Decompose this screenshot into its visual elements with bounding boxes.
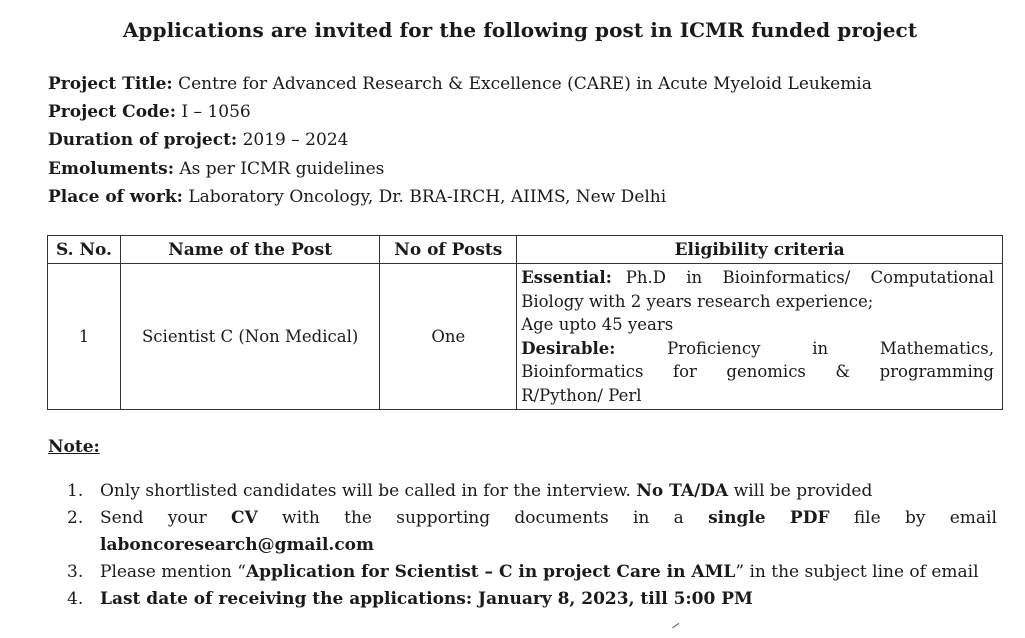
desirable-word-1: Proficiency [667, 338, 761, 358]
note-1-text-end: will be provided [733, 481, 873, 501]
note-number: 2. [67, 508, 84, 528]
essential-label: Essential: [521, 268, 612, 287]
notes-list [67, 478, 997, 613]
list-item [67, 478, 997, 505]
note-3-text: Please mention “ [100, 562, 246, 582]
emoluments-row [48, 155, 872, 183]
note-2-word: PDF [789, 508, 830, 528]
essential-text-1: Ph.D in Bioinformatics/ Computational [625, 268, 994, 287]
age-line: Age upto 45 years [521, 315, 674, 334]
essential-line-1 [521, 266, 994, 290]
note-2-word: your [167, 508, 207, 528]
list-item [67, 586, 997, 613]
project-duration-label: Duration of project: [48, 130, 238, 151]
header-post-count: No of Posts [380, 236, 517, 264]
header-post-name: Name of the Post [120, 236, 380, 264]
note-2-line-1 [100, 505, 997, 532]
note-2-word: single [708, 508, 766, 528]
note-2-word: documents [514, 508, 609, 528]
note-number: 4. [67, 589, 84, 609]
note-text [100, 478, 997, 505]
posts-table [47, 235, 1003, 410]
note-2-word: the [344, 508, 372, 528]
note-3-subject: Application for Scientist – C in project Care in AML [245, 562, 736, 582]
note-text [100, 559, 997, 586]
project-code-row [48, 98, 872, 126]
table-header-row [48, 236, 1003, 264]
desirable-word-2: in [812, 338, 829, 358]
place-of-work-row [48, 183, 872, 211]
note-2-word: in [632, 508, 650, 528]
emoluments-value: As per ICMR guidelines [179, 158, 385, 179]
essential-line-2: Biology with 2 years research experience; [521, 291, 874, 311]
header-eligibility: Eligibility criteria [517, 236, 1003, 264]
note-3-text-end: ” in the subject line of email [735, 562, 979, 582]
table-row [48, 264, 1003, 410]
project-title-value: Centre for Advanced Research & Excellence (CARE) in Acute Myeloid Leukemia [178, 74, 872, 94]
note-2-word: with [282, 508, 320, 528]
cell-sno: 1 [48, 264, 121, 410]
cell-post-name: Scientist C (Non Medical) [120, 264, 380, 410]
emoluments-label: Emoluments: [48, 158, 174, 179]
note-1-bold: No TA/DA [636, 481, 729, 501]
note-number: 1. [67, 481, 84, 501]
header-sno: S. No. [48, 236, 121, 264]
desirable-line-2: Bioinformatics for genomics & programming [521, 362, 994, 381]
note-heading: Note: [48, 437, 100, 457]
note-2-word: Send [100, 508, 144, 528]
project-duration-row [48, 126, 872, 154]
note-2-word: a [673, 508, 684, 528]
cell-eligibility [517, 264, 1003, 410]
note-4-deadline: Last date of receiving the applications: January 8, 2023, till 5:00 PM [100, 589, 753, 609]
note-2-word: email [949, 508, 997, 528]
project-details [48, 70, 872, 211]
cell-post-count: One [380, 264, 517, 410]
note-number: 3. [67, 562, 84, 582]
project-title-label: Project Title: [48, 74, 173, 94]
note-2-word: by [904, 508, 926, 528]
list-item [67, 559, 997, 586]
project-title-row [48, 70, 872, 98]
desirable-line-1 [521, 337, 994, 361]
place-of-work-label: Place of work: [48, 186, 183, 207]
list-item [67, 505, 997, 559]
note-text [100, 505, 997, 559]
desirable-label: Desirable: [521, 338, 616, 358]
project-duration-value: 2019 – 2024 [242, 130, 349, 151]
place-of-work-value: Laboratory Oncology, Dr. BRA-IRCH, AIIMS, New Delhi [188, 186, 667, 207]
note-2-word: file [853, 508, 881, 528]
project-code-label: Project Code: [48, 102, 177, 123]
note-2-word: CV [231, 508, 258, 528]
contact-email: laboncoresearch@gmail.com [100, 535, 374, 555]
note-1-text: Only shortlisted candidates will be called in for the interview. [100, 481, 631, 501]
project-code-value: I – 1056 [181, 102, 251, 123]
pen-mark [672, 623, 680, 629]
desirable-word-3: Mathematics, [879, 338, 994, 358]
note-2-word: supporting [396, 508, 491, 528]
page-title: Applications are invited for the following post in ICMR funded project [122, 18, 918, 42]
desirable-line-3: R/Python/ Perl [521, 385, 642, 405]
